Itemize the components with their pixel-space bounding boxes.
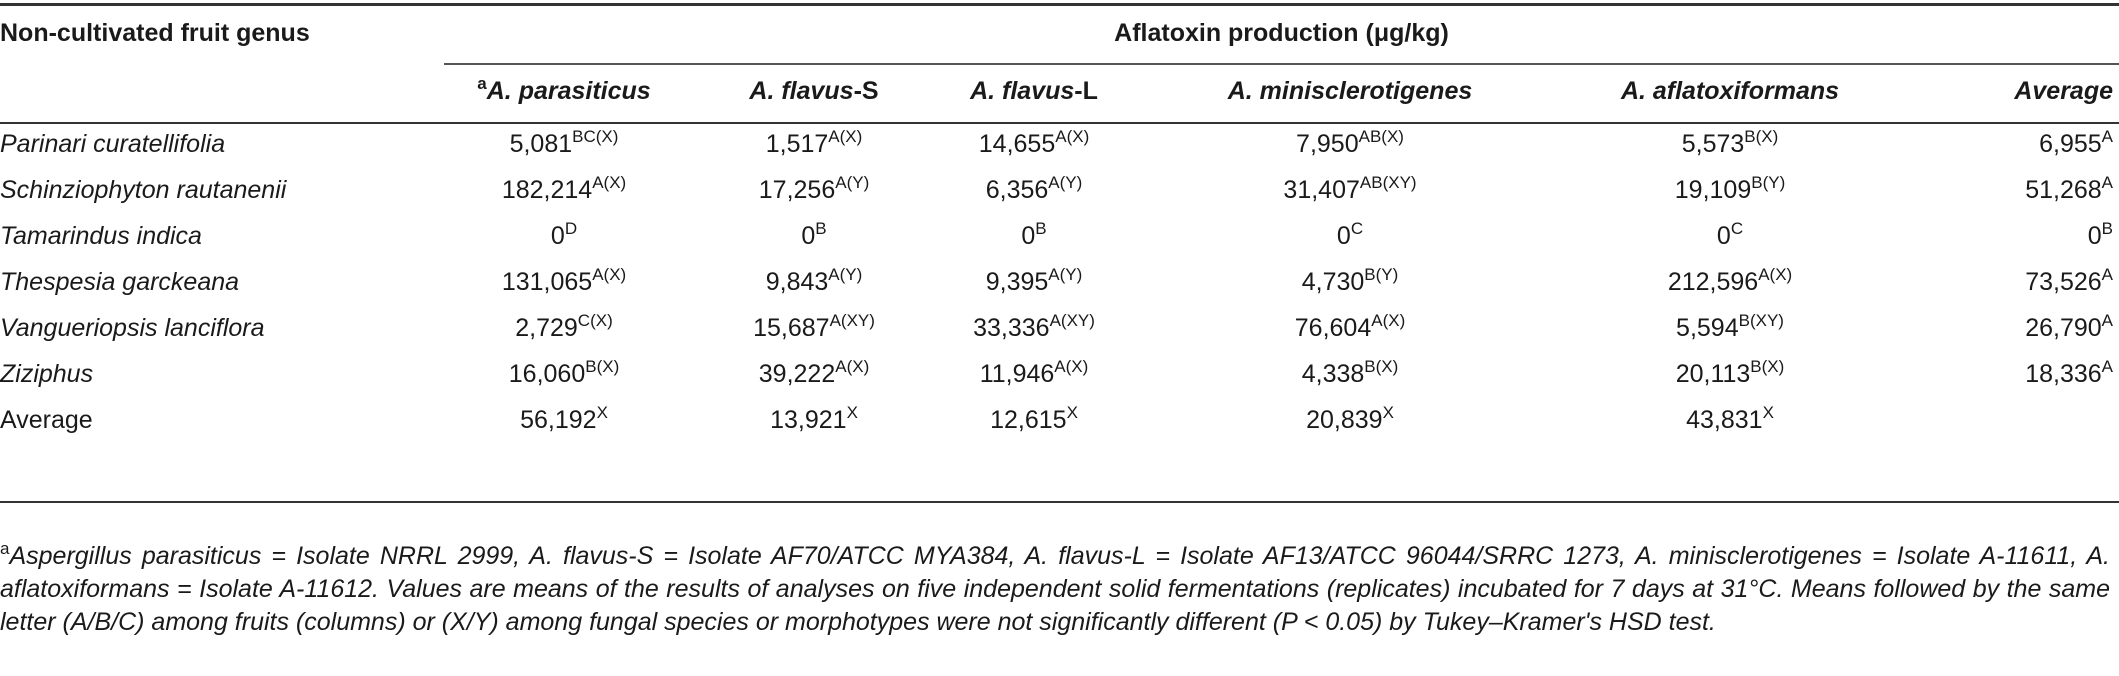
cell-significance-letter: A [2101, 173, 2113, 192]
cell-value: 5,594 [1676, 314, 1739, 342]
table-bottom-rule [0, 501, 2119, 503]
table-cell [1560, 267, 1900, 297]
table-cell [704, 129, 924, 159]
table-cell [1950, 267, 2113, 297]
table-cell [924, 405, 1144, 435]
cell-value: 19,109 [1674, 176, 1752, 204]
cell-significance-letter: C [1350, 219, 1364, 238]
table-cell [924, 313, 1144, 343]
table-cell [1160, 359, 1540, 389]
cell-significance-letter: A(X) [1371, 311, 1406, 330]
table-cell [444, 175, 684, 205]
cell-significance-letter: AB(XY) [1359, 173, 1417, 192]
cell-significance-letter: A(X) [1054, 357, 1089, 376]
table-cell [704, 313, 924, 343]
cell-significance-letter: B [815, 219, 827, 238]
row-genus-label: Thespesia garckeana [0, 268, 240, 296]
cell-significance-letter: A [2101, 311, 2113, 330]
table-cell [704, 221, 924, 251]
top-rule [0, 3, 2119, 6]
cell-significance-letter: B(X) [1744, 127, 1779, 146]
cell-significance-letter: A(XY) [1049, 311, 1095, 330]
row-genus-label: Average [0, 406, 93, 434]
table-cell [1560, 359, 1900, 389]
table-cell [924, 221, 1144, 251]
table-cell [1560, 405, 1900, 435]
cell-value: 43,831 [1686, 406, 1763, 434]
table-cell [1560, 129, 1900, 159]
cell-significance-letter: A(X) [1055, 127, 1090, 146]
cell-significance-letter: A(X) [1758, 265, 1793, 284]
cell-value: 6,356 [985, 176, 1049, 204]
cell-value: 212,596 [1667, 268, 1759, 296]
table-cell [1160, 129, 1540, 159]
table-cell [444, 267, 684, 297]
cell-value: 7,950 [1296, 130, 1359, 158]
table-cell [1160, 175, 1540, 205]
cell-value: 9,843 [765, 268, 829, 296]
cell-significance-letter: X [846, 403, 858, 422]
cell-significance-letter: C(X) [577, 311, 613, 330]
cell-significance-letter: A(X) [828, 127, 863, 146]
table-cell [1560, 313, 1900, 343]
table-cell [444, 129, 684, 159]
cell-significance-letter: B(XY) [1738, 311, 1784, 330]
cell-significance-letter: A [2101, 265, 2113, 284]
cell-value: 17,256 [758, 176, 836, 204]
cell-value: 131,065 [501, 268, 593, 296]
cell-significance-letter: A(Y) [828, 265, 863, 284]
table-cell [924, 175, 1144, 205]
cell-significance-letter: B(Y) [1364, 265, 1399, 284]
cell-value: 56,192 [520, 406, 597, 434]
aflatoxin-production-header: Aflatoxin production (μg/kg) [1114, 19, 1449, 47]
cell-significance-letter: X [1066, 403, 1078, 422]
cell-significance-letter: A(Y) [835, 173, 870, 192]
cell-significance-letter: B [2101, 219, 2113, 238]
col-header-flavus-s: A. flavus-S [749, 77, 879, 105]
cell-significance-letter: B(Y) [1751, 173, 1786, 192]
cell-value: 182,214 [501, 176, 593, 204]
cell-value: 14,655 [978, 130, 1056, 158]
cell-significance-letter: AB(X) [1358, 127, 1404, 146]
cell-significance-letter: A [2101, 357, 2113, 376]
cell-value: 13,921 [770, 406, 847, 434]
cell-significance-letter: A(XY) [829, 311, 875, 330]
table-cell [924, 267, 1144, 297]
cell-significance-letter: B(X) [1750, 357, 1785, 376]
table-cell [444, 313, 684, 343]
table-cell [1160, 221, 1540, 251]
table-cell [1160, 313, 1540, 343]
cell-value: 51,268 [2025, 176, 2102, 204]
cell-significance-letter: A(Y) [1048, 265, 1083, 284]
cell-value: 1,517 [765, 130, 829, 158]
table-cell [1560, 175, 1900, 205]
col-header-average: Average [2014, 77, 2113, 105]
cell-value: 16,060 [508, 360, 586, 388]
cell-significance-letter: X [1762, 403, 1774, 422]
cell-significance-letter: A(Y) [1048, 173, 1083, 192]
row-genus-label: Tamarindus indica [0, 222, 202, 250]
row-genus-label: Parinari curatellifolia [0, 130, 226, 158]
cell-significance-letter: A(X) [592, 173, 627, 192]
cell-significance-letter: X [596, 403, 608, 422]
cell-value: 20,839 [1306, 406, 1383, 434]
cell-value: 26,790 [2025, 314, 2102, 342]
cell-significance-letter: B(X) [1364, 357, 1399, 376]
cell-value: 20,113 [1675, 360, 1751, 388]
table-cell [1160, 405, 1540, 435]
cell-value: 15,687 [753, 314, 830, 342]
cell-value: 0 [550, 222, 565, 250]
table-cell [1950, 175, 2113, 205]
cell-value: 73,526 [2025, 268, 2102, 296]
cell-significance-letter: A [2101, 127, 2113, 146]
row-genus-label: Vangueriopsis lanciflora [0, 314, 265, 342]
table-cell [704, 405, 924, 435]
cell-value: 18,336 [2025, 360, 2102, 388]
table-footnote: $^a$Aspergillus parasiticus = Isolate NRRL 2999, A. flavus-S = Isolate AF70/ATCC MYA384, A. flavus-L = Isolate AF13/ATCC 96044/SRRC 1273, A. minisclerotigenes = Isolate A-11611, A. aflatoxiformans = Isolate A-11612. Values are means of the results of analyses on five independent solid fermentations (replicates) incubated for 7 days at 31°C. Means followed by the same letter (A/B/C) among fruits (columns) or (X/Y) among fungal species or morphotypes were not significantly different (P < 0.05) by Tukey–Kramer's HSD test. [0, 539, 2110, 636]
cell-value: 4,730 [1301, 268, 1365, 296]
cell-value: 76,604 [1294, 314, 1372, 342]
cell-value: 4,338 [1301, 360, 1365, 388]
genus-column-header: Non-cultivated fruit genus [0, 19, 310, 47]
table-cell [924, 359, 1144, 389]
cell-value: 39,222 [758, 360, 836, 388]
cell-significance-letter: C [1730, 219, 1744, 238]
table-cell [1950, 129, 2113, 159]
table-cell [704, 175, 924, 205]
cell-value: 31,407 [1283, 176, 1360, 204]
cell-value: 33,336 [973, 314, 1050, 342]
cell-significance-letter: B(X) [585, 357, 620, 376]
table-cell [444, 359, 684, 389]
cell-value: 5,081 [509, 130, 573, 158]
col-header-minisclerotigenes: A. minisclerotigenes [1227, 77, 1473, 105]
col-header-aflatoxiformans: A. aflatoxiformans [1620, 77, 1840, 105]
table-cell [704, 359, 924, 389]
cell-significance-letter: X [1382, 403, 1394, 422]
cell-value: 0 [801, 222, 816, 250]
cell-value: 2,729 [515, 314, 578, 342]
col-header-parasiticus: $^a$A. parasiticus [477, 74, 651, 105]
cell-value: 12,615 [990, 406, 1067, 434]
cell-significance-letter: A(X) [835, 357, 870, 376]
cell-value: 11,946 [979, 360, 1055, 388]
table-cell [444, 405, 684, 435]
cell-significance-letter: B [1035, 219, 1047, 238]
header-subrule [444, 63, 2119, 65]
cell-significance-letter: BC(X) [572, 127, 619, 146]
col-header-flavus-l: A. flavus-L [970, 77, 1098, 105]
cell-value: 0 [2087, 222, 2102, 250]
table-cell [1160, 267, 1540, 297]
table-cell [924, 129, 1144, 159]
cell-value: 9,395 [985, 268, 1049, 296]
cell-value: 5,573 [1681, 130, 1745, 158]
table-cell [1950, 221, 2113, 251]
table-cell [1950, 359, 2113, 389]
cell-value: 0 [1336, 222, 1351, 250]
table-cell [1560, 221, 1900, 251]
table-cell [444, 221, 684, 251]
cell-value: 0 [1716, 222, 1731, 250]
table-cell [1950, 313, 2113, 343]
cell-value: 6,955 [2039, 130, 2102, 158]
table-cell [704, 267, 924, 297]
header-bottom-rule [0, 122, 2119, 124]
row-genus-label: Schinziophyton rautanenii [0, 176, 287, 204]
row-genus-label: Ziziphus [0, 360, 94, 388]
cell-value: 0 [1021, 222, 1036, 250]
cell-significance-letter: A(X) [592, 265, 627, 284]
cell-significance-letter: D [564, 219, 578, 238]
